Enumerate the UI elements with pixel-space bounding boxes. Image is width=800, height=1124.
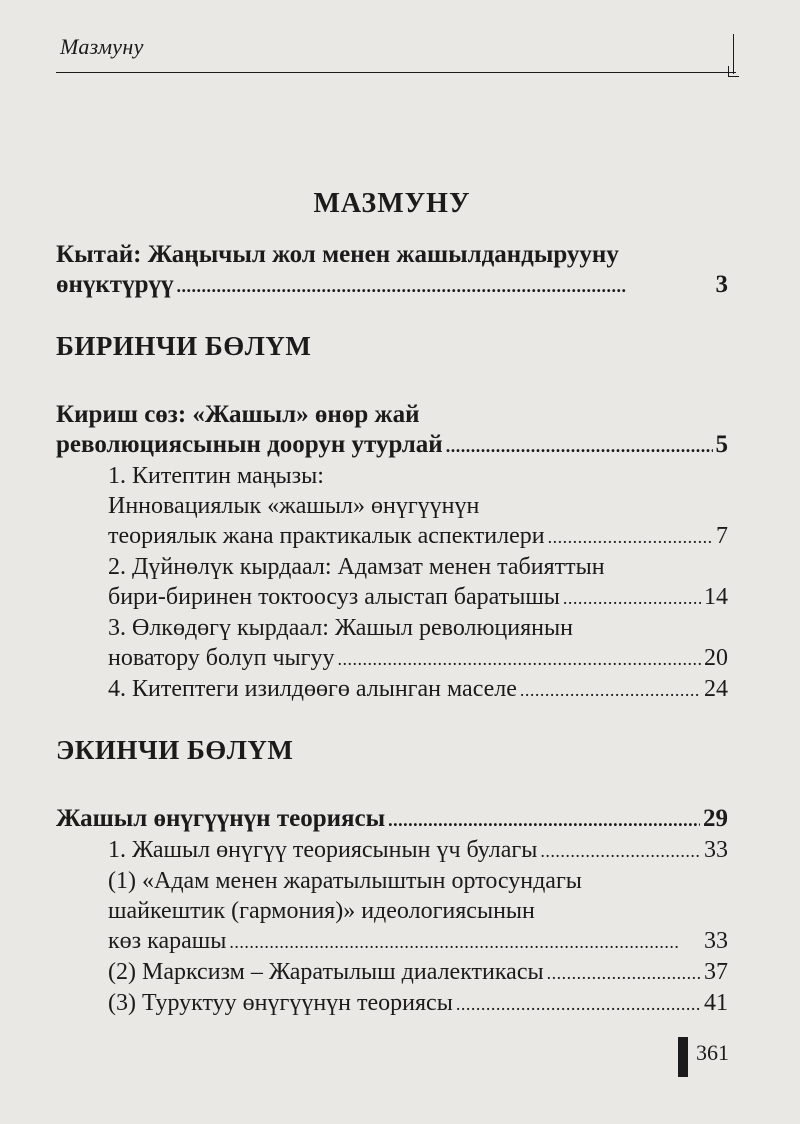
toc-section-1-1-line1: 1. Китептин маңызы: — [108, 463, 324, 489]
dot-leader — [388, 805, 700, 835]
toc-section-1-2-line1: 2. Дүйнөлүк кырдаал: Адамзат менен табияттын — [108, 554, 605, 580]
page-number: 361 — [696, 1040, 729, 1065]
toc-page-number: 41 — [704, 990, 728, 1016]
dot-leader — [520, 675, 701, 705]
toc-entry-text: теориялык жана практикалык аспектилери — [108, 523, 545, 549]
dot-leader — [446, 431, 713, 461]
toc-section-2-1[interactable] — [56, 835, 728, 866]
dot-leader — [456, 989, 701, 1019]
toc-page-number: 7 — [716, 523, 728, 549]
toc-entry-text: (2) Марксизм – Жаратылыш диалектикасы — [108, 959, 544, 985]
toc-section-2-4[interactable] — [56, 988, 728, 1019]
toc-section-2-2[interactable] — [56, 926, 728, 957]
running-header-title: Мазмуну — [60, 34, 144, 59]
toc-chapter-1-line1: Кириш сөз: «Жашыл» өнөр жай — [56, 401, 420, 428]
toc-entry-text: 1. Жашыл өнүгүү теориясынын үч булагы — [108, 837, 538, 863]
toc-section-1-2[interactable] — [56, 582, 728, 613]
dot-leader — [229, 927, 701, 957]
toc-title: МАЗМУНУ — [313, 188, 471, 219]
toc-chapter-2[interactable] — [56, 804, 728, 835]
toc-section-1-3-line1: 3. Өлкөдөгү кырдаал: Жашыл революциянын — [108, 615, 573, 641]
part-heading-2: ЭКИНЧИ БӨЛҮМ — [56, 735, 294, 765]
dot-leader — [548, 522, 713, 552]
toc-page-number: 33 — [704, 837, 728, 863]
toc-section-1-1[interactable] — [56, 521, 728, 552]
toc-section-1-3[interactable] — [56, 643, 728, 674]
toc-page-number: 5 — [715, 431, 728, 458]
toc-section-2-2-line1: (1) «Адам менен жаратылыштын ортосундагы — [108, 868, 582, 894]
toc-entry-text: (3) Туруктуу өнүгүүнүн теориясы — [108, 990, 453, 1016]
header-corner-mark — [728, 66, 739, 77]
toc-page-number: 20 — [704, 645, 728, 671]
toc-section-2-3[interactable] — [56, 957, 728, 988]
toc-section-2-2-line2: шайкештик (гармония)» идеологиясынын — [108, 898, 535, 924]
toc-entry-intro-line1: Кытай: Жаңычыл жол менен жашылдандырууну — [56, 241, 619, 268]
toc-entry-text: Жашыл өнүгүүнүн теориясы — [56, 805, 386, 832]
toc-page-number: 33 — [704, 928, 728, 954]
header-rule — [56, 72, 736, 73]
toc-entry-intro[interactable] — [56, 270, 728, 301]
toc-page-number: 29 — [703, 805, 728, 832]
toc-entry-text: көз карашы — [108, 928, 227, 954]
dot-leader — [540, 836, 701, 866]
toc-page-number: 37 — [704, 959, 728, 985]
toc-page-number: 24 — [704, 676, 728, 702]
toc-chapter-1[interactable] — [56, 430, 728, 461]
toc-entry-text: өнүктүрүү — [56, 271, 174, 298]
dot-leader — [338, 644, 702, 674]
toc-section-1-1-line2: Инновациялык «жашыл» өнүгүүнүн — [108, 493, 480, 519]
toc-page-number: 14 — [704, 584, 728, 610]
toc-entry-text: бири-биринен токтоосуз алыстап баратышы — [108, 584, 560, 610]
page-number-marker — [678, 1037, 688, 1077]
dot-leader — [177, 271, 713, 301]
toc-entry-text: революциясынын доорун утурлай — [56, 431, 443, 458]
table-of-contents — [56, 188, 728, 1019]
dot-leader — [547, 958, 701, 988]
toc-page-number: 3 — [715, 271, 728, 298]
running-header — [0, 24, 800, 84]
toc-entry-text: 4. Китептеги изилдөөгө алынган маселе — [108, 676, 517, 702]
part-heading-1: БИРИНЧИ БӨЛҮМ — [56, 331, 312, 361]
dot-leader — [563, 583, 701, 613]
toc-section-1-4[interactable] — [56, 674, 728, 705]
toc-entry-text: новатору болуп чыгуу — [108, 645, 335, 671]
